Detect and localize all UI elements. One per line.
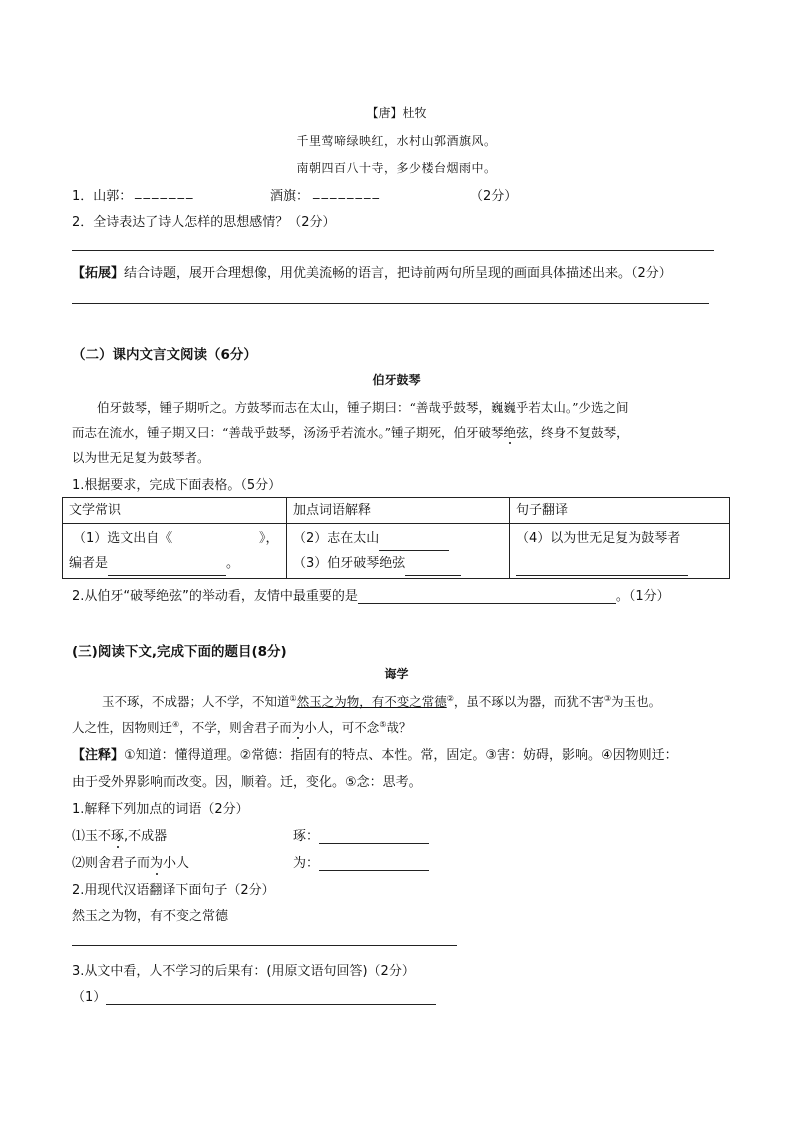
extension-tag: 【拓展】 xyxy=(72,266,125,281)
question-1-score: （2分） xyxy=(470,189,518,204)
extension-question xyxy=(72,262,672,281)
question-text: ,不成器 xyxy=(124,829,168,844)
answer-label: 琢： xyxy=(293,829,320,844)
answer-line[interactable] xyxy=(72,250,714,251)
footnote-marker: ⑤ xyxy=(379,719,387,729)
dotted-word: 琢 xyxy=(111,829,125,844)
passage-text: 为玉也。 xyxy=(611,694,662,709)
answer-table xyxy=(62,497,730,579)
subquestion-2 xyxy=(72,852,189,871)
question-1-label-b: 酒旗： xyxy=(270,189,310,204)
subquestion-1-answer xyxy=(293,825,429,844)
footnote-marker: ① xyxy=(289,693,297,703)
answer-blank[interactable] xyxy=(319,829,429,844)
passage-text: 而志在流水，锺子期又曰：“善哉乎鼓琴，汤汤乎若流水。”锺子期死，伯牙破琴 xyxy=(72,425,504,440)
answer-blank[interactable] xyxy=(106,990,436,1005)
item-label: （1） xyxy=(72,990,107,1005)
question-text: 小人 xyxy=(163,856,190,871)
question-1-label-a: 1．山郭： xyxy=(72,189,133,204)
footnote-marker: ④ xyxy=(172,719,180,729)
passage-text: 人之性，因物则迁 xyxy=(72,720,173,735)
poem-line-1: 千里莺啼绿映红，水村山郭酒旗风。 xyxy=(296,134,497,148)
section-3-heading: (三)阅读下文,完成下面的题目(8分) xyxy=(72,644,287,660)
question-text: ⑴玉不 xyxy=(72,829,112,844)
section-3-title: 诲学 xyxy=(384,667,409,681)
cell-text: （2）志在太山 xyxy=(293,531,380,546)
poem-line-2: 南朝四百八十寺，多少楼台烟雨中。 xyxy=(296,161,497,175)
dotted-word: 为 xyxy=(150,856,164,871)
cell-text: （1）选文出自《 xyxy=(73,531,173,546)
footnote-marker: ② xyxy=(446,693,454,703)
subquestion-1 xyxy=(72,825,167,844)
question-text: ⑵则舍君子而 xyxy=(72,856,151,871)
section-3-question-3: 3.从文中看，人不学习的后果有：(用原文语句回答)（2分） xyxy=(72,964,415,979)
passage-text: ，不学，则舍君子而 xyxy=(179,720,292,735)
underlined-sentence: 然玉之为物，有不变之常德 xyxy=(296,694,447,709)
answer-blank[interactable] xyxy=(108,561,226,576)
extension-text: 结合诗题，展开合理想像，用优美流畅的语言，把诗前两句所呈现的画面具体描述出来。（2分） xyxy=(124,266,672,281)
table-cell-translation xyxy=(510,524,730,579)
answer-blank[interactable] xyxy=(358,589,616,604)
cell-text: 》， xyxy=(259,531,279,546)
cell-text: 编者是 xyxy=(69,556,109,571)
notes-line-1 xyxy=(72,744,678,763)
passage-line-1: 伯牙鼓琴，锺子期听之。方鼓琴而志在太山，锺子期曰：“善哉乎鼓琴，巍巍乎若太山。”少选之间 xyxy=(97,400,629,415)
passage-line-1 xyxy=(102,692,661,710)
answer-line[interactable] xyxy=(72,303,709,304)
passage-text: ，虽不琢以为器，而犹不害 xyxy=(453,694,604,709)
table-header: 文学常识 xyxy=(63,498,287,524)
question-text: 。（1分） xyxy=(615,589,670,604)
table-header: 加点词语解释 xyxy=(287,498,510,524)
answer-blank[interactable] xyxy=(516,561,688,576)
answer-blank[interactable] xyxy=(405,561,461,576)
dotted-word: 绝 xyxy=(503,425,517,440)
question-text: 2.从伯牙“破琴绝弦”的举动看，友情中最重要的是 xyxy=(72,589,358,604)
table-header: 句子翻译 xyxy=(510,498,730,524)
footnote-marker: ③ xyxy=(603,693,612,703)
question-3-item-1 xyxy=(72,986,436,1005)
passage-text: 玉不琢，不成器；人不学，不知道 xyxy=(102,694,290,709)
question-1-blank-a[interactable]: _______ xyxy=(135,185,195,200)
section-3-question-1: 1.解释下列加点的词语（2分） xyxy=(72,802,249,817)
translation-sentence: 然玉之为物，有不变之常德 xyxy=(72,909,229,924)
question-2: 2．全诗表达了诗人怎样的思想感情？（2分） xyxy=(72,215,336,230)
answer-label: 为： xyxy=(293,856,320,871)
passage-line-3: 以为世无足复为鼓琴者。 xyxy=(72,450,210,465)
cell-text: （4）以为世无足复为鼓琴者 xyxy=(516,531,681,546)
notes-line-2: 由于受外界影响而改变。因，顺着。迁，变化。⑤念：思考。 xyxy=(72,775,422,790)
passage-text: 小人，可不念 xyxy=(304,720,380,735)
passage-text: 弦，终身不复鼓琴， xyxy=(516,425,629,440)
dotted-word: 为 xyxy=(291,720,305,735)
cell-text: 。 xyxy=(226,556,240,571)
cell-text: （3）伯牙破琴绝弦 xyxy=(293,556,406,571)
subquestion-2-answer xyxy=(293,852,429,871)
table-cell-literary xyxy=(63,524,287,579)
notes-tag: 【注释】 xyxy=(72,748,125,763)
answer-blank[interactable] xyxy=(379,536,449,551)
passage-line-2 xyxy=(72,718,411,736)
section-2-title: 伯牙鼓琴 xyxy=(372,373,421,387)
notes-text: ①知道：懂得道理。②常德：指固有的特点、本性。常，固定。③害：妨碍，影响。④因物则迁： xyxy=(124,748,678,763)
section-2-question-2 xyxy=(72,585,670,604)
answer-blank[interactable] xyxy=(319,856,429,871)
question-1-blank-b[interactable]: ________ xyxy=(313,185,381,200)
table-cell-words xyxy=(287,524,510,579)
answer-line[interactable] xyxy=(72,945,457,946)
section-2-question-1: 1.根据要求，完成下面表格。（5分） xyxy=(72,478,282,493)
section-2-heading: （二）课内文言文阅读（6分） xyxy=(72,347,257,363)
section-3-question-2: 2.用现代汉语翻译下面句子（2分） xyxy=(72,883,275,898)
passage-line-2 xyxy=(72,423,629,441)
passage-text: 哉？ xyxy=(386,720,412,735)
poem-author: 【唐】杜牧 xyxy=(366,106,427,120)
